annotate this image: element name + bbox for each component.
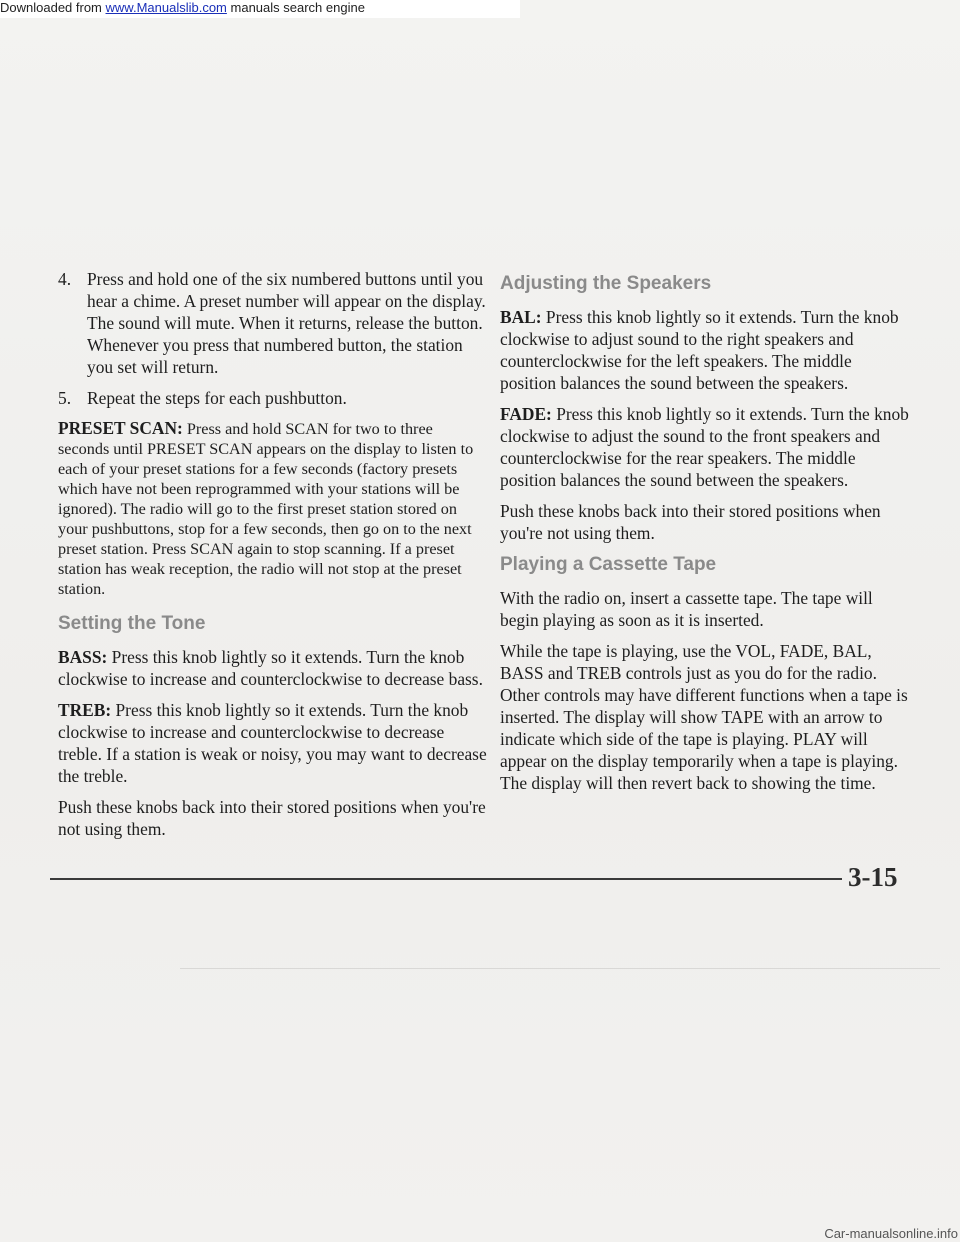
heading-adjusting-the-speakers: Adjusting the Speakers bbox=[500, 273, 712, 294]
page-number: 3-15 bbox=[848, 862, 898, 892]
bass-label: BASS: bbox=[58, 647, 108, 667]
bass-paragraph bbox=[58, 646, 488, 690]
step-number: 5. bbox=[58, 388, 72, 408]
bal-paragraph bbox=[500, 306, 912, 394]
heading-setting-the-tone: Setting the Tone bbox=[58, 613, 206, 634]
banner-suffix: manuals search engine bbox=[230, 0, 365, 15]
treb-paragraph bbox=[58, 699, 488, 787]
preset-scan-paragraph bbox=[58, 418, 488, 599]
faint-divider bbox=[180, 968, 940, 969]
preset-scan-text: Press and hold SCAN for two to three seconds until PRESET SCAN appears on the display to listen to each of your preset stations for a few seconds (factory presets which have not been reprogrammed with your stations will be ignored). The radio will go to the first preset station stored on your pushbuttons, stop for a few seconds, then go on to the next preset station. Press SCAN again to stop scanning. If a preset station has weak reception, the radio will not stop at the preset station. bbox=[58, 420, 474, 598]
fade-paragraph bbox=[500, 403, 912, 491]
fade-label: FADE: bbox=[500, 404, 552, 424]
watermark-text: Car-manualsonline.info bbox=[824, 1226, 958, 1241]
push-knobs-paragraph-left: Push these knobs back into their stored positions when you're not using them. bbox=[58, 797, 486, 839]
treb-label: TREB: bbox=[58, 700, 112, 720]
right-column bbox=[500, 268, 912, 803]
bal-text: Press this knob lightly so it extends. Turn the knob clockwise to adjust sound to the right speakers and counterclockwise for the left speakers. The middle position balances the sound between the speakers. bbox=[500, 307, 899, 393]
left-column bbox=[58, 268, 488, 849]
banner-prefix: Downloaded from bbox=[0, 0, 102, 15]
download-banner bbox=[0, 0, 520, 18]
step-4 bbox=[58, 268, 488, 378]
manualslib-link[interactable]: www.Manualslib.com bbox=[105, 0, 227, 15]
bottom-banner bbox=[0, 1226, 960, 1242]
fade-text: Press this knob lightly so it extends. Turn the knob clockwise to adjust the sound to the front speakers and counterclockwise for the rear speakers. The middle position balances the sound between the speakers. bbox=[500, 404, 909, 490]
push-knobs-paragraph-right: Push these knobs back into their stored positions when you're not using them. bbox=[500, 501, 881, 543]
step-number: 4. bbox=[58, 269, 72, 289]
cassette-paragraph-2: While the tape is playing, use the VOL, FADE, BAL, BASS and TREB controls just as you do for the radio. Other controls may have different functions when a tape is inserted. The display will show TAPE with an arrow to indicate which side of the tape is playing. PLAY will appear on the display temporarily when a tape is playing. The display will then revert back to showing the time. bbox=[500, 641, 908, 793]
cassette-paragraph-1: With the radio on, insert a cassette tape. The tape will begin playing as soon as it is inserted. bbox=[500, 588, 873, 630]
bal-label: BAL: bbox=[500, 307, 542, 327]
footer-rule bbox=[50, 878, 842, 880]
treb-text: Press this knob lightly so it extends. Turn the knob clockwise to increase and counterclockwise to decrease treble. If a station is weak or noisy, you may want to decrease the treble. bbox=[58, 700, 487, 786]
preset-scan-label: PRESET SCAN: bbox=[58, 418, 183, 438]
step-text: Press and hold one of the six numbered buttons until you hear a chime. A preset number will appear on the display. The sound will mute. When it returns, release the button. Whenever you press that numbered button, the station you set will return. bbox=[87, 269, 486, 377]
step-5 bbox=[58, 387, 488, 409]
bass-text: Press this knob lightly so it extends. Turn the knob clockwise to increase and counterclockwise to decrease bass. bbox=[58, 647, 483, 689]
step-text: Repeat the steps for each pushbutton. bbox=[87, 388, 347, 408]
heading-playing-a-cassette-tape: Playing a Cassette Tape bbox=[500, 554, 717, 575]
